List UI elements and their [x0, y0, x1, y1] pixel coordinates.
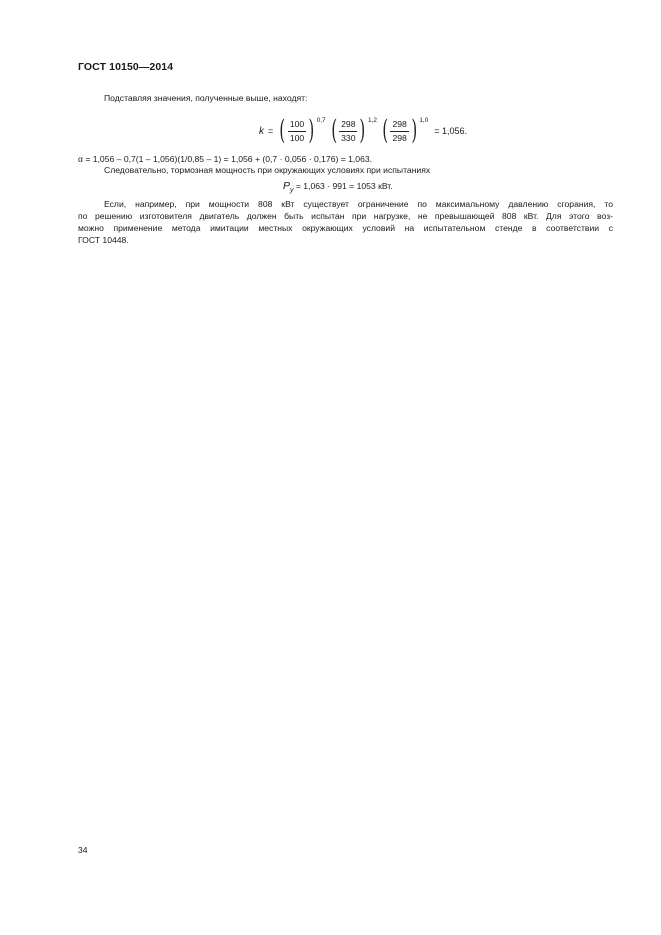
formula-k-factor-1 [277, 116, 328, 146]
page-number: 34 [78, 845, 88, 855]
alpha-equation: α = 1,056 – 0,7(1 – 1,056)(1/0,85 – 1) = 1,056 + (0,7 · 0,056 · 0,176) = 1,063. [78, 154, 373, 164]
fraction-3-denominator: 298 [392, 132, 407, 143]
power-variable: P [283, 180, 291, 192]
paragraph-line-1: Если, например, при мощности 808 кВт существует ограничение по максимальному давлению сгорания, то [104, 199, 613, 209]
left-paren: ( [279, 115, 286, 146]
fraction-1-exponent: 0,7 [316, 116, 326, 124]
fraction-2-exponent: 1,2 [368, 116, 377, 124]
intro-text: Подставляя значения, полученные выше, находят: [104, 93, 308, 103]
fraction-3-exponent: 1,0 [419, 116, 429, 124]
formula-k-factor-3 [380, 116, 431, 146]
fraction-3 [390, 119, 408, 144]
right-paren: ) [411, 115, 417, 146]
document-header: ГОСТ 10150—2014 [78, 61, 174, 73]
formula-power [283, 180, 393, 192]
power-expression: = 1,063 · 991 = 1053 кВт. [293, 181, 393, 191]
fraction-3-numerator: 298 [390, 119, 408, 132]
paragraph-line-4: ГОСТ 10448. [78, 235, 129, 245]
fraction-1-denominator: 100 [289, 132, 305, 143]
left-paren: ( [382, 115, 389, 146]
paragraph-line-2: по решению изготовителя двигатель должен быть испытан при нагрузке, не превышающей 808 кВт. Для этого воз- [78, 211, 613, 221]
formula-k-factor-2 [329, 116, 380, 146]
paragraph-line-3: можно применение метода имитации местных окружающих условий на испытательном стенде в соответствии с [78, 223, 613, 233]
fraction-2 [339, 119, 357, 144]
formula-k-result: = 1,056. [434, 126, 468, 136]
fraction-1-numerator: 100 [288, 119, 306, 132]
formula-k-variable: k [259, 125, 264, 137]
fraction-1 [288, 119, 306, 144]
power-subscript: y [290, 187, 294, 194]
formula-k-equals: = [268, 126, 274, 136]
torque-text: Следовательно, тормозная мощность при окружающих условиях при испытаниях [104, 165, 431, 175]
right-paren: ) [359, 115, 366, 146]
fraction-2-numerator: 298 [339, 119, 357, 132]
formula-k [259, 113, 467, 149]
left-paren: ( [330, 115, 337, 146]
fraction-2-denominator: 330 [341, 132, 356, 143]
right-paren: ) [308, 115, 315, 146]
